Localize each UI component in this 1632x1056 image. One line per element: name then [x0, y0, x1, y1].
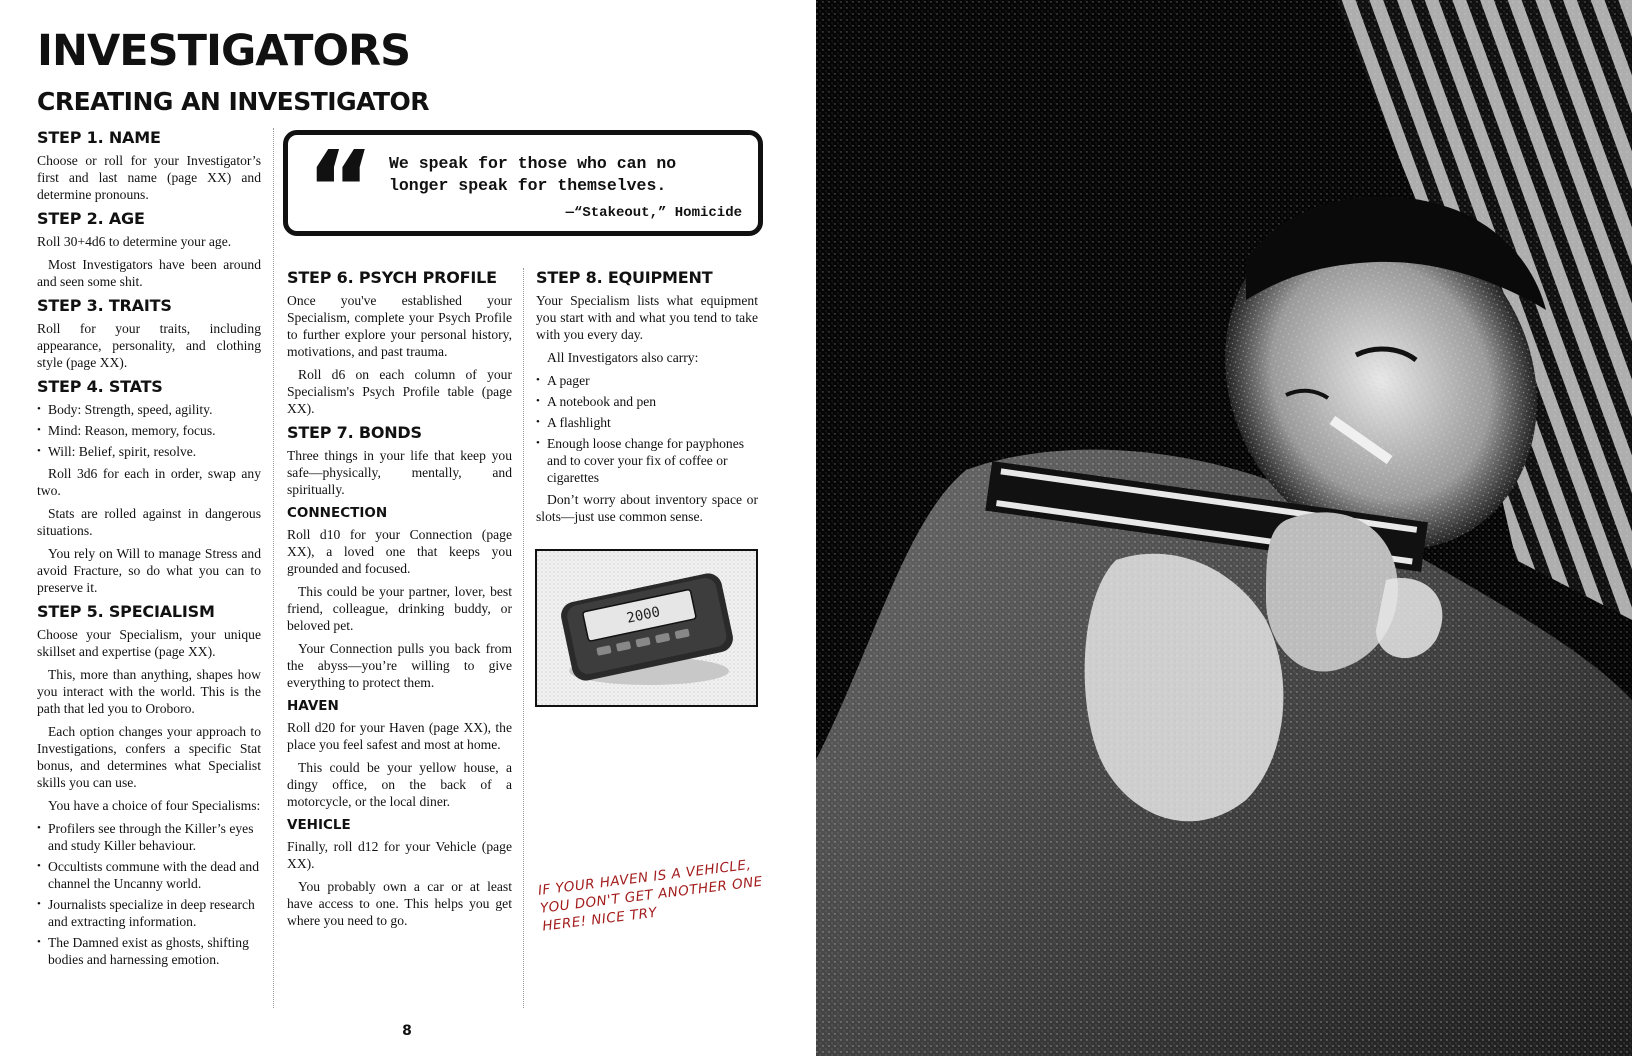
column-3 [536, 268, 758, 531]
list-item: • A flashlight [536, 414, 758, 431]
step-5-text-1: Choose your Specialism, your unique skillset and expertise (page XX). [37, 627, 261, 659]
pager-illustration [535, 549, 758, 707]
list-item: • Mind: Reason, memory, focus. [37, 422, 261, 439]
step-5-text-3: Each option changes your approach to Investigations, confers a specific Stat bonus, and determines what Specialist skills you can use. [37, 724, 261, 790]
step-5-section [37, 602, 261, 968]
connection-text-2: This could be your partner, lover, best friend, colleague, drinking buddy, or beloved pet. [287, 584, 512, 633]
vehicle-heading: VEHICLE [287, 817, 351, 833]
step-8-heading: STEP 8. EQUIPMENT [536, 268, 713, 287]
list-item: • A notebook and pen [536, 393, 758, 410]
equipment-list [536, 372, 758, 486]
handwritten-note: IF YOUR HAVEN IS A VEHICLE, YOU DON'T GET ANOTHER ONE HERE! NICE TRY [537, 856, 764, 935]
list-item: • Occultists commune with the dead and channel the Uncanny world. [37, 858, 261, 892]
step-3-text: Roll for your traits, including appearance, personality, and clothing style (page XX). [37, 321, 261, 370]
step-8-text-1: Your Specialism lists what equipment you start with and what you tend to take with you every day. [536, 293, 758, 342]
step-2-heading: STEP 2. AGE [37, 209, 145, 228]
vehicle-text-2: You probably own a car or at least have access to one. This helps you get where you need to go. [287, 879, 512, 928]
list-item: • A pager [536, 372, 758, 389]
step-3-heading: STEP 3. TRAITS [37, 296, 172, 315]
step-6-text-1: Once you've established your Specialism, complete your Psych Profile to further explore your personal history, motivations, and past trauma. [287, 293, 512, 359]
page-title: INVESTIGATORS [37, 26, 411, 76]
specialisms-list [37, 820, 261, 968]
list-item: • Profilers see through the Killer’s eyes and study Killer behaviour. [37, 820, 261, 854]
vehicle-text-1: Finally, roll d12 for your Vehicle (page XX). [287, 839, 512, 871]
column-divider-1 [273, 128, 274, 1008]
list-item: • Enough loose change for payphones and to cover your fix of coffee or cigarettes [536, 435, 758, 486]
list-item: • The Damned exist as ghosts, shifting bodies and harnessing emotion. [37, 934, 261, 968]
connection-heading: CONNECTION [287, 505, 388, 521]
step-1-section [37, 128, 261, 203]
stats-list [37, 401, 261, 460]
haven-text-1: Roll d20 for your Haven (page XX), the place you feel safest and most at home. [287, 720, 512, 752]
haven-text-2: This could be your yellow house, a dingy office, on the back of a motorcycle, or the local diner. [287, 760, 512, 809]
step-4-text-1: Roll 3d6 for each in order, swap any two. [37, 466, 261, 498]
step-5-heading: STEP 5. SPECIALISM [37, 602, 215, 621]
step-7-text: Three things in your life that keep you safe—physically, mentally, and spiritually. [287, 448, 512, 497]
column-1 [37, 128, 261, 973]
list-item: • Body: Strength, speed, agility. [37, 401, 261, 418]
step-4-heading: STEP 4. STATS [37, 377, 163, 396]
column-divider-2 [523, 268, 524, 1008]
step-6-text-2: Roll d6 on each column of your Specialism's Psych Profile table (page XX). [287, 367, 512, 416]
investigator-photo [816, 0, 1632, 1056]
step-8-text-3: Don’t worry about inventory space or slots—just use common sense. [536, 492, 758, 524]
step-2-text-2: Most Investigators have been around and seen some shit. [37, 257, 261, 289]
step-6-heading: STEP 6. PSYCH PROFILE [287, 268, 497, 287]
step-1-heading: STEP 1. NAME [37, 128, 161, 147]
step-2-section [37, 209, 261, 290]
page-subtitle: CREATING AN INVESTIGATOR [37, 87, 430, 116]
quote-mark-icon: “ [306, 128, 375, 250]
quote-box [283, 128, 763, 250]
step-4-text-2: Stats are rolled against in dangerous situations. [37, 506, 261, 538]
photo-image [816, 0, 1632, 1056]
list-item: • Journalists specialize in deep research and extracting information. [37, 896, 261, 930]
pager-icon [537, 551, 756, 705]
step-2-text-1: Roll 30+4d6 to determine your age. [37, 234, 232, 249]
step-4-text-3: You rely on Will to manage Stress and avoid Fracture, so do what you can to preserve it. [37, 546, 261, 595]
connection-text-3: Your Connection pulls you back from the abyss—you’re willing to give everything to protect them. [287, 641, 512, 690]
step-6-section [287, 268, 512, 417]
step-7-section [287, 423, 512, 929]
step-1-text: Choose or roll for your Investigator’s first and last name (page XX) and determine pronouns. [37, 153, 261, 202]
connection-text-1: Roll d10 for your Connection (page XX), a loved one that keeps you grounded and focused. [287, 527, 512, 576]
quote-text: We speak for those who can no longer speak for themselves. [389, 154, 677, 195]
column-2 [287, 268, 512, 935]
step-5-text-4: You have a choice of four Specialisms: [48, 798, 261, 813]
step-8-text-2: All Investigators also carry: [547, 350, 699, 365]
haven-heading: HAVEN [287, 698, 339, 714]
quote-attribution: —“Stakeout,” Homicide [565, 205, 742, 221]
step-4-section [37, 377, 261, 596]
pager-display-text: 2000 [625, 604, 662, 627]
page-number: 8 [402, 1023, 412, 1039]
step-3-section [37, 296, 261, 371]
step-7-heading: STEP 7. BONDS [287, 423, 422, 442]
list-item: • Will: Belief, spirit, resolve. [37, 443, 261, 460]
step-8-section [536, 268, 758, 525]
step-5-text-2: This, more than anything, shapes how you interact with the world. This is the path that led you to Oroboro. [37, 667, 261, 716]
